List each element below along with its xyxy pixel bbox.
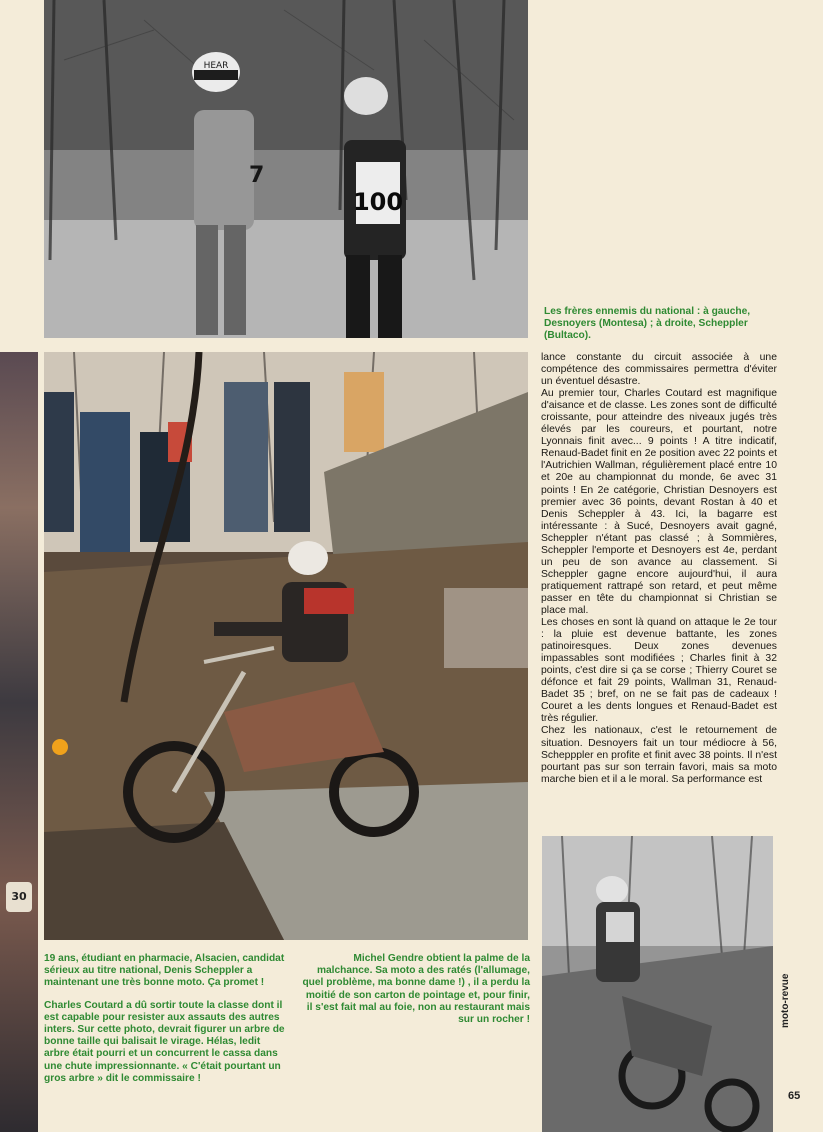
article-body	[541, 352, 777, 786]
photo-rider-climbing	[542, 836, 773, 1132]
bib-number-right: 100	[352, 188, 404, 216]
photo-riders-standing	[44, 0, 528, 338]
caption-top-photo: Les frères ennemis du national : à gauche, Desnoyers (Montesa) ; à droite, Scheppler (Bultaco).	[544, 306, 751, 342]
helmet-text: HEAR	[203, 61, 229, 71]
edge-bib-number: 30	[6, 882, 32, 912]
caption-main-photo	[44, 953, 288, 1095]
caption-gendre: Michel Gendre obtient la palme de la malchance. Sa moto a des ratés (l'allumage, quel problème, ma bonne dame !) , il a perdu la moitié de son carton de pointage et, pour finir, il s'est fait mal au foie, non au restaurant mais sur un rocher !	[302, 953, 530, 1026]
adjacent-page-edge	[0, 352, 38, 1132]
article-paragraph: Au premier tour, Charles Coutard est magnifique d'aisance et de classe. Les zones sont de difficulté croissante, pour atteindre des niveaux jugés très élevés par les coureurs, et pourtant, notre Lyonnais finit avec... 9 points ! A titre indicatif, Renaud-Badet finit en 2e position avec 22 points et l'Autrichien Wallman, régulièrement placé entre 10 et 20e au championnat du monde, 6e avec 31 points ! En 2e catégorie, Christian Desnoyers est premier avec 36 points, devant Rostan à 40 et Denis Scheppler à 43. Ici, la bagarre est intéressante : à Sucé, Desnoyers avait gagné, Scheppler n'étant pas classé ; à Sommières, Scheppler l'emporte et Desnoyers est 4e, perdant un peu de son avance au classement. Si Scheppler gagne encore aujourd'hui, il aura pratiquement rattrapé son retard, et peut même passer en tête du championnat si Christian se place mal.	[541, 388, 777, 616]
article-paragraph: lance constante du circuit associée à une compétence des commissaires permettra d'éviter un éventuel désastre.	[541, 352, 777, 388]
bib-number-left: 7	[249, 163, 265, 188]
magazine-name: moto-revue	[780, 973, 791, 1028]
photo-rider-on-rocks	[44, 352, 528, 940]
article-paragraph: Les choses en sont là quand on attaque le 2e tour : la pluie est devenue battante, les zones patinoiresques. Deux zones devenues impassables sont modifiées ; Charles finit à 32 points, c'est dire si ça se corse ; Thierry Couret se défonce et fait 29 points, Wallman 31, Renaud-Badet 35 ; bref, on ne se fait pas de cadeaux ! Couret a les dents longues et Renaud-Badet est très régulier.	[541, 617, 777, 725]
caption-scheppler: 19 ans, étudiant en pharmacie, Alsacien, candidat sérieux au titre national, Denis Scheppler a maintenant une très bonne moto. Ça promet !	[44, 953, 285, 989]
article-paragraph: Chez les nationaux, c'est le retournement de situation. Desnoyers fait un tour médiocre à 56, Schepppler en profite et finit avec 38 points. Il n'est pourtant pas sur son terrain favori, mais sa moto marche bien et il a le moral. Sa performance est	[541, 725, 777, 785]
caption-coutard: Charles Coutard a dû sortir toute la classe dont il est capable pour resister aux assauts des autres inters. Sur cette photo, devrait figurer un arbre de bonne taille qui balisait le virage. Hélas, ledit arbre était pourri et un concurrent le cassa dans une chute impressionnante. « C'était pourtant un gros arbre » dit le commissaire !	[44, 999, 285, 1084]
page-number: 65	[788, 1090, 801, 1102]
